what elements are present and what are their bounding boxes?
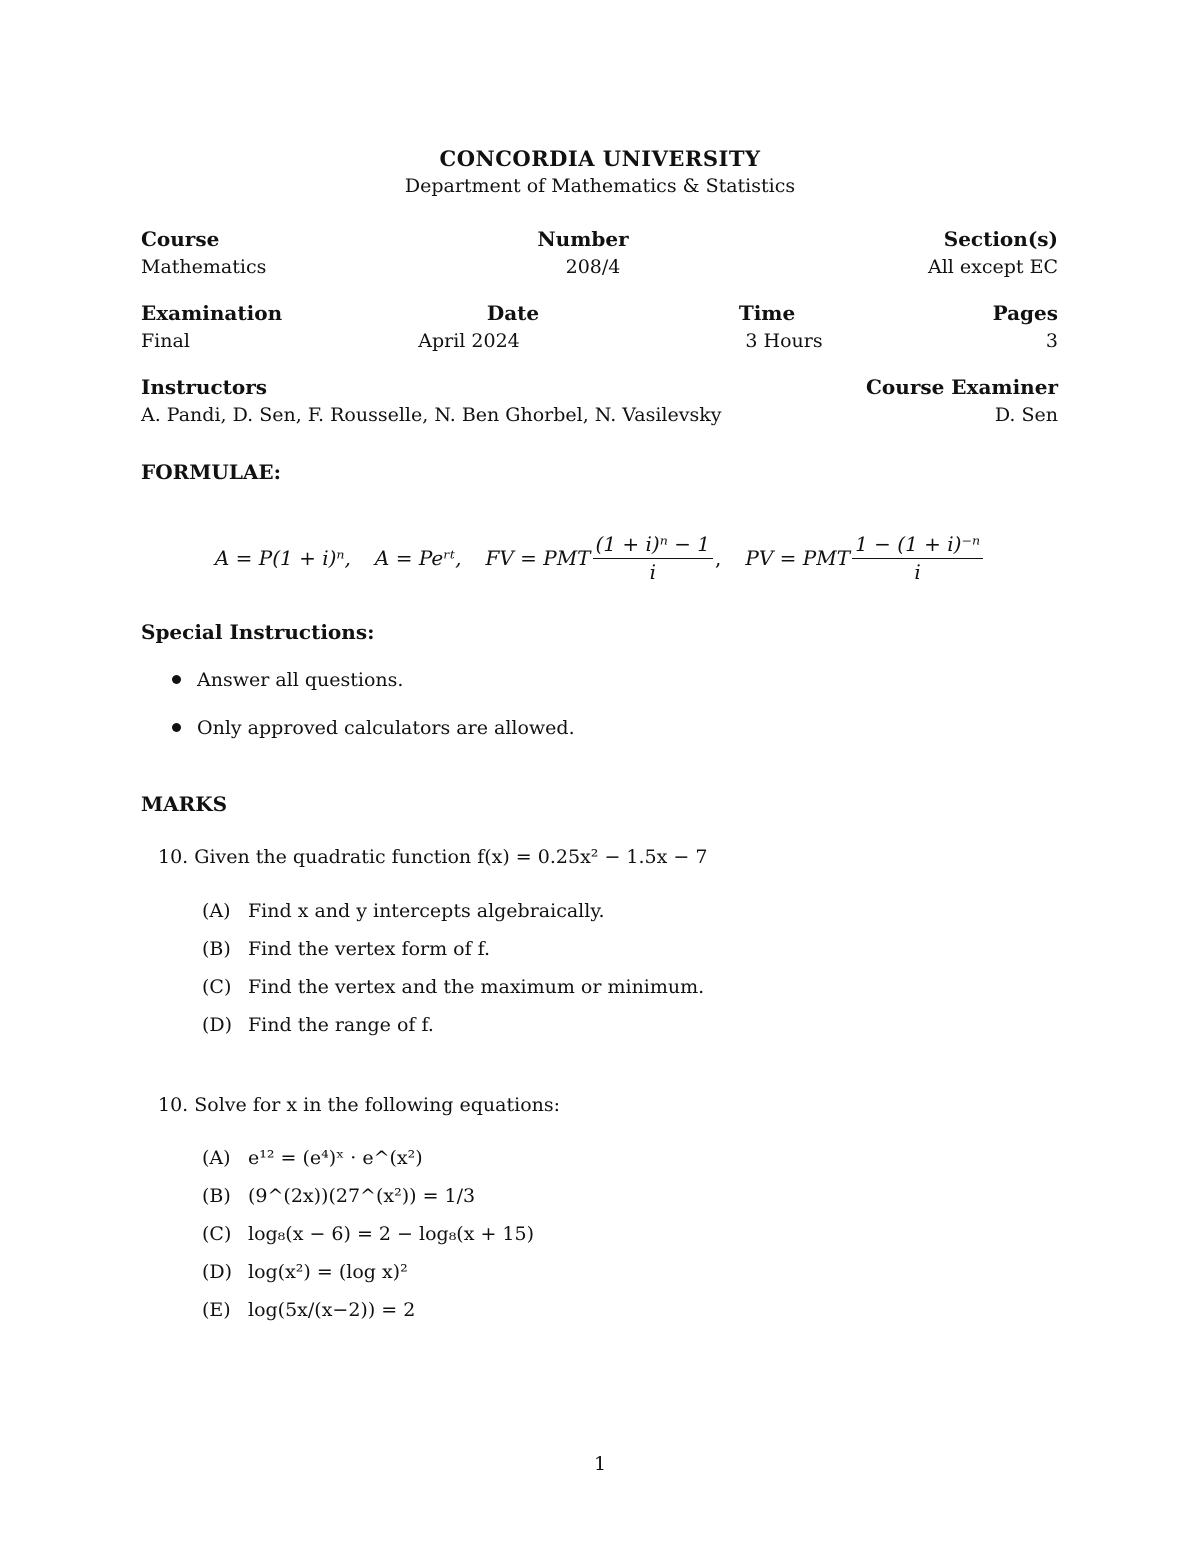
question-2-part: (A) e¹² = (e⁴)ˣ · e^(x²) bbox=[202, 1147, 423, 1169]
question-1-part: (A) Find x and y intercepts algebraically. bbox=[202, 900, 605, 922]
marks-heading: MARKS bbox=[141, 792, 228, 816]
question-1 bbox=[158, 846, 707, 868]
formula-compound-interest: A = P(1 + i)ⁿ, bbox=[214, 546, 351, 570]
question-2-text: Solve for x in the following equations: bbox=[194, 1094, 561, 1116]
instruction-item: Answer all questions. bbox=[172, 669, 403, 691]
time-value: 3 Hours bbox=[745, 330, 823, 352]
question-2 bbox=[158, 1094, 560, 1116]
fv-fraction bbox=[593, 533, 714, 584]
bullet-icon bbox=[172, 675, 181, 684]
examination-label: Examination bbox=[141, 301, 283, 325]
fv-numerator: (1 + i)ⁿ − 1 bbox=[593, 533, 714, 559]
question-1-part: (D) Find the range of f. bbox=[202, 1014, 434, 1036]
page-number: 1 bbox=[593, 1453, 607, 1475]
fv-lhs: FV = PMT bbox=[485, 546, 591, 570]
question-2-marks: 10. bbox=[158, 1094, 189, 1116]
fv-denominator: i bbox=[649, 559, 656, 584]
date-label: Date bbox=[486, 301, 540, 325]
formulae-heading: FORMULAE: bbox=[141, 460, 282, 484]
course-label: Course bbox=[141, 227, 220, 251]
department-name: Department of Mathematics & Statistics bbox=[404, 175, 796, 197]
instructors-value: A. Pandi, D. Sen, F. Rousselle, N. Ben Ghorbel, N. Vasilevsky bbox=[141, 404, 722, 426]
instructors-label: Instructors bbox=[141, 375, 268, 399]
instruction-item: Only approved calculators are allowed. bbox=[172, 717, 575, 739]
bullet-icon bbox=[172, 723, 181, 732]
date-value: April 2024 bbox=[418, 330, 520, 352]
pages-value: 3 bbox=[1045, 330, 1058, 352]
number-label: Number bbox=[537, 227, 629, 251]
formulae-line bbox=[0, 528, 1200, 588]
question-2-part: (D) log(x²) = (log x)² bbox=[202, 1261, 408, 1283]
instructions-heading: Special Instructions: bbox=[141, 620, 375, 644]
question-2-part: (E) log(5x/(x−2)) = 2 bbox=[202, 1299, 416, 1321]
question-1-text: Given the quadratic function f(x) = 0.25x² − 1.5x − 7 bbox=[194, 846, 708, 868]
question-1-part: (B) Find the vertex form of f. bbox=[202, 938, 491, 960]
examiner-label: Course Examiner bbox=[866, 375, 1058, 399]
formula-present-value bbox=[745, 533, 985, 584]
question-2-part: (B) (9^(2x))(27^(x²)) = 1/3 bbox=[202, 1185, 476, 1207]
sections-label: Section(s) bbox=[943, 227, 1058, 251]
pv-numerator: 1 − (1 + i)⁻ⁿ bbox=[852, 533, 983, 559]
pv-fraction bbox=[852, 533, 983, 584]
question-1-marks: 10. bbox=[158, 846, 189, 868]
pages-label: Pages bbox=[992, 301, 1058, 325]
examiner-value: D. Sen bbox=[994, 404, 1058, 426]
time-label: Time bbox=[738, 301, 796, 325]
sections-value: All except EC bbox=[927, 256, 1058, 278]
number-value: 208/4 bbox=[565, 256, 621, 278]
question-2-part: (C) log₈(x − 6) = 2 − log₈(x + 15) bbox=[202, 1223, 535, 1245]
formula-continuous-interest: A = Peʳᵗ, bbox=[374, 546, 462, 570]
university-name: CONCORDIA UNIVERSITY bbox=[439, 146, 761, 171]
examination-value: Final bbox=[141, 330, 190, 352]
pv-denominator: i bbox=[914, 559, 921, 584]
pv-lhs: PV = PMT bbox=[745, 546, 851, 570]
formula-future-value: FV = PMT $\frac{\text{(1 + i)ⁿ − 1}}{i}$ , bbox=[485, 531, 722, 584]
course-value: Mathematics bbox=[141, 256, 267, 278]
question-1-part: (C) Find the vertex and the maximum or minimum. bbox=[202, 976, 705, 998]
